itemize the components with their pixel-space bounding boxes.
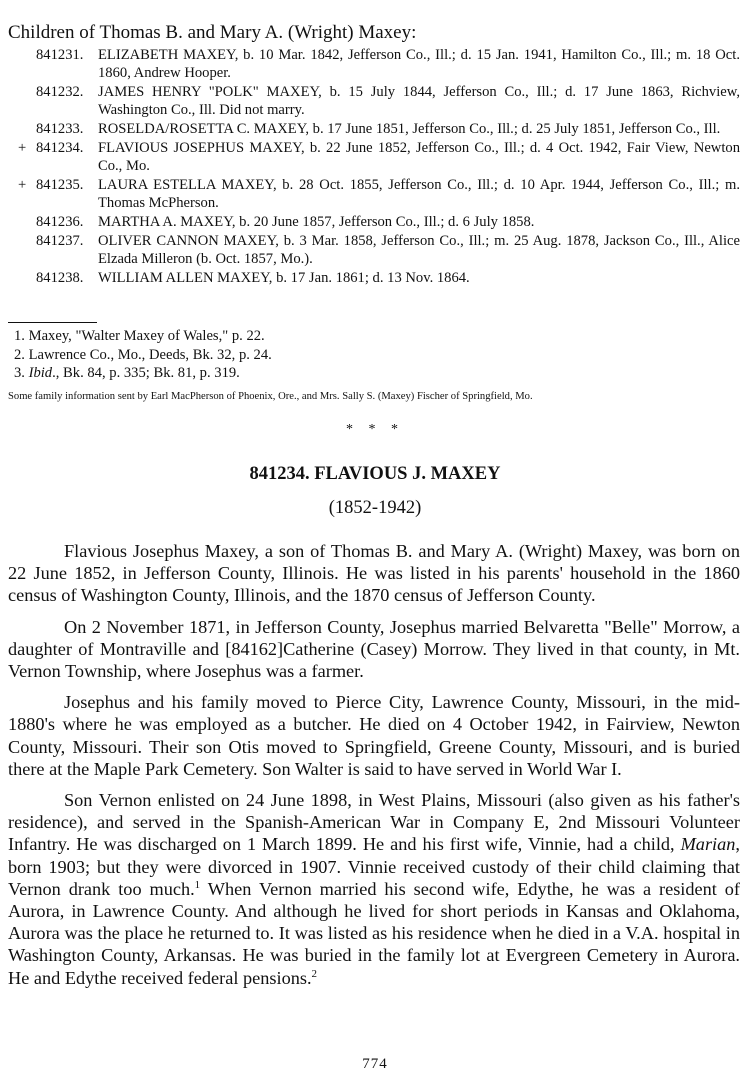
child-entry	[0, 46, 750, 82]
child-text: LAURA ESTELLA MAXEY, b. 28 Oct. 1855, Jefferson Co., Ill.; d. 10 Apr. 1944, Jefferson Co., Ill.; m. Thomas McPherson.	[98, 177, 740, 211]
child-text: OLIVER CANNON MAXEY, b. 3 Mar. 1858, Jefferson Co., Ill.; m. 25 Aug. 1878, Jackson Co., Ill., Alice Elzada Milleron (b. Oct. 1857, Mo.).	[98, 233, 740, 267]
child-number: 841238.	[36, 270, 84, 286]
child-entry	[0, 269, 750, 287]
footnote-2: 2. Lawrence Co., Mo., Deeds, Bk. 32, p. 24.	[14, 346, 272, 363]
source-note: Some family information sent by Earl MacPherson of Phoenix, Ore., and Mrs. Sally S. (Maxey) Fischer of Springfield, Mo.	[8, 391, 533, 402]
footnote-rule	[8, 322, 97, 323]
footnote-3-ibid: Ibid	[28, 365, 53, 381]
child-text: MARTHA A. MAXEY, b. 20 June 1857, Jefferson Co., Ill.; d. 6 July 1858.	[98, 214, 535, 230]
paragraph-4-part-b: , born 1903; but they were divorced in 1907. Vinnie received custody of their child claiming that Vernon drank too much.	[8, 834, 740, 899]
descendant-marker: +	[18, 177, 27, 193]
footnote-ref-1: 1	[194, 878, 201, 891]
child-entry	[0, 83, 750, 119]
footnote-3	[14, 364, 272, 383]
children-list	[0, 46, 750, 288]
children-heading: Children of Thomas B. and Mary A. (Wright) Maxey:	[8, 22, 417, 43]
child-entry	[0, 120, 750, 138]
section-title: 841234. FLAVIOUS J. MAXEY	[249, 464, 501, 484]
paragraph-4-name-marian: Marian	[680, 834, 736, 855]
child-text: JAMES HENRY "POLK" MAXEY, b. 15 July 1844, Jefferson Co., Ill.; d. 17 June 1863, Richview, Washington Co., Ill. Did not marry.	[98, 84, 740, 118]
biography-body	[8, 540, 740, 998]
child-number: 841236.	[36, 214, 84, 230]
child-text: WILLIAM ALLEN MAXEY, b. 17 Jan. 1861; d. 13 Nov. 1864.	[98, 270, 470, 286]
footnote-ref-2: 2	[311, 967, 318, 980]
child-number: 841234.	[36, 140, 84, 156]
paragraph-1: Flavious Josephus Maxey, a son of Thomas B. and Mary A. (Wright) Maxey, was born on 22 June 1852, in Jefferson County, Illinois. He was listed in his parents' household in the 1860 census of Washington County, Illinois, and the 1870 census of Jefferson County.	[8, 541, 740, 606]
descendant-marker: +	[18, 140, 27, 156]
child-number: 841232.	[36, 84, 84, 100]
footnote-1: 1. Maxey, "Walter Maxey of Wales," p. 22.	[14, 328, 265, 344]
paragraph-2: On 2 November 1871, in Jefferson County, Josephus married Belvaretta "Belle" Morrow, a daughter of Montraville and [84162]Catherine (Casey) Morrow. They lived in that county, in Mt. Vernon Township, where Josephus was a farmer.	[8, 616, 740, 682]
footnote-3-prefix: 3.	[14, 365, 29, 381]
paragraph-4-part-c: When Vernon married his second wife, Edythe, he was a resident of Aurora, in Lawrence County. And although he lived for short periods in Kansas and Oklahoma, Aurora was the place he returned to. It was listed as his residence when he died in a V.A. hospital in Washington County, Arkansas. He was buried in the family lot at Evergreen Cemetery in Aurora. He and Edythe received federal pensions.	[8, 878, 740, 988]
section-separator: * * *	[346, 422, 404, 437]
page-number: 774	[362, 1056, 388, 1072]
child-entry	[0, 232, 750, 268]
footnotes	[14, 327, 272, 383]
child-number: 841237.	[36, 233, 84, 249]
child-text: FLAVIOUS JOSEPHUS MAXEY, b. 22 June 1852, Jefferson Co., Ill.; d. 4 Oct. 1942, Fair View, Newton Co., Mo.	[98, 140, 740, 174]
child-number: 841233.	[36, 121, 84, 137]
paragraph-4	[8, 789, 740, 989]
footnote-3-rest: ., Bk. 84, p. 335; Bk. 81, p. 319.	[52, 365, 240, 381]
child-number: 841235.	[36, 177, 84, 193]
child-entry	[0, 176, 750, 212]
child-entry	[0, 139, 750, 175]
section-dates: (1852-1942)	[328, 498, 422, 518]
paragraph-4-part-a: Son Vernon enlisted on 24 June 1898, in West Plains, Missouri (also given as his father's residence), and served in the Spanish-American War in Company E, 2nd Missouri Volunteer Infantry. He was discharged on 1 March 1899. He and his first wife, Vinnie, had a child,	[8, 790, 740, 855]
child-number: 841231.	[36, 47, 84, 63]
child-text: ELIZABETH MAXEY, b. 10 Mar. 1842, Jefferson Co., Ill.; d. 15 Jan. 1941, Hamilton Co., Ill.; m. 18 Oct. 1860, Andrew Hooper.	[98, 47, 740, 81]
child-text: ROSELDA/ROSETTA C. MAXEY, b. 17 June 1851, Jefferson Co., Ill.; d. 25 July 1851, Jefferson Co., Ill.	[98, 121, 721, 137]
child-entry	[0, 213, 750, 231]
paragraph-3: Josephus and his family moved to Pierce City, Lawrence County, Missouri, in the mid-1880's where he was employed as a butcher. He died on 4 October 1942, in Fairview, Newton County, Missouri. Their son Otis moved to Springfield, Greene County, Missouri, and is buried there at the Maple Park Cemetery. Son Walter is said to have served in World War I.	[8, 692, 740, 779]
